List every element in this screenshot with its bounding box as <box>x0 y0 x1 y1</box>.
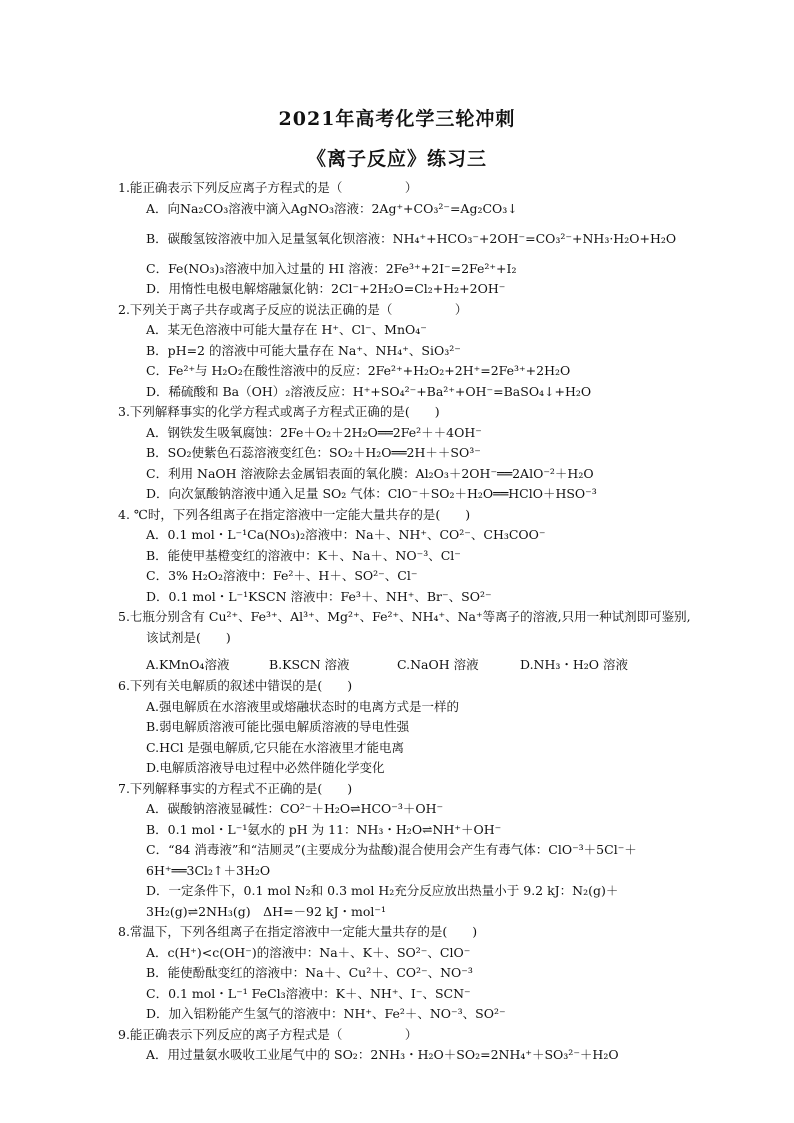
option-c: C．Fe(NO₃)₃溶液中加入过量的 HI 溶液：2Fe³⁺+2I⁻=2Fe²⁺+I₂ <box>146 260 517 276</box>
option-a: A．用过量氨水吸收工业尾气中的 SO₂：2NH₃・H₂O＋SO₂=2NH₄⁺＋SO₃²⁻＋H₂O <box>146 1047 619 1062</box>
option-c: C.HCl 是强电解质,它只能在水溶液里才能电离 <box>146 739 405 755</box>
option-b: B．碳酸氢铵溶液中加入足量氢氧化钡溶液：NH₄⁺+HCO₃⁻+2OH⁻=CO₃²⁻+NH₃·H₂O+H₂O <box>146 231 677 246</box>
question-stem: 2.下列关于离子共存或离子反应的说法正确的是（ ） <box>118 301 468 317</box>
option-b: B．0.1 mol・L⁻¹氨水的 pH 为 11：NH₃・H₂O⇌NH⁺＋OH⁻ <box>146 821 502 837</box>
option-c: C.NaOH 溶液 <box>397 657 479 672</box>
option-b: B．pH=2 的溶液中可能大量存在 Na⁺、NH₄⁺、SiO₃²⁻ <box>146 342 461 358</box>
question-stem: 1.能正确表示下列反应离子方程式的是（ ） <box>118 180 418 195</box>
question-stem: 7.下列解释事实的方程式不正确的是( ) <box>118 780 353 796</box>
question-stem: 9.能正确表示下列反应的离子方程式是（ ） <box>118 1026 418 1042</box>
option-b: B．能使甲基橙变红的溶液中：K＋、Na＋、NO⁻³、Cl⁻ <box>146 547 461 563</box>
option-c: C．Fe²⁺与 H₂O₂在酸性溶液中的反应：2Fe²⁺+H₂O₂+2H⁺=2Fe³⁺+2H₂O <box>146 363 571 378</box>
option-a: A．某无色溶液中可能大量存在 H⁺、Cl⁻、MnO₄⁻ <box>146 322 427 337</box>
option-b: B．SO₂使紫色石蕊溶液变红色：SO₂＋H₂O══2H＋＋SO³⁻ <box>146 445 481 460</box>
option-d: D．加入铝粉能产生氢气的溶液中：NH⁺、Fe²＋、NO⁻³、SO²⁻ <box>146 1006 506 1021</box>
option-b: B．能使酚酞变红的溶液中：Na＋、Cu²＋、CO²⁻、NO⁻³ <box>146 965 473 980</box>
option-a: A．碳酸钠溶液显碱性：CO²⁻＋H₂O⇌HCO⁻³＋OH⁻ <box>146 801 444 816</box>
option-b: B.弱电解质溶液可能比强电解质溶液的导电性强 <box>146 719 410 734</box>
option-d: D．0.1 mol・L⁻¹KSCN 溶液中：Fe³＋、NH⁺、Br⁻、SO²⁻ <box>146 588 492 604</box>
option-d: D．稀硫酸和 Ba（OH）₂溶液反应：H⁺+SO₄²⁻+Ba²⁺+OH⁻=BaSO₄↓+H₂O <box>146 383 592 399</box>
option-c: C．“84 消毒液”和“洁厕灵”(主要成分为盐酸)混合使用会产生有毒气体：ClO⁻³＋5Cl⁻＋ <box>146 842 637 857</box>
option-d-continued: 3H₂(g)⇌2NH₃(g) ΔH=－92 kJ・mol⁻¹ <box>146 903 387 919</box>
option-a: A.KMnO₄溶液 <box>146 657 230 672</box>
document-subtitle: 《离子反应》练习三 <box>306 148 487 170</box>
option-d: D．向次氯酸钠溶液中通入足量 SO₂ 气体：ClO⁻＋SO₂＋H₂O══HClO＋HSO⁻³ <box>146 486 597 501</box>
option-a: A．向Na₂CO₃溶液中滴入AgNO₃溶液：2Ag⁺+CO₃²⁻=Ag₂CO₃↓ <box>146 200 518 216</box>
question-stem: 5.七瓶分别含有 Cu²⁺、Fe³⁺、Al³⁺、Mg²⁺、Fe²⁺、NH₄⁺、Na⁺等离子的溶液,只用一种试剂即可鉴别, <box>118 609 691 624</box>
question-stem: 3.下列解释事实的化学方程式或离子方程式正确的是( ) <box>118 404 440 419</box>
option-b: B.KSCN 溶液 <box>269 657 350 672</box>
question-stem: 8.常温下，下列各组离子在指定溶液中一定能大量共存的是( ) <box>118 924 478 939</box>
option-d: D.电解质溶液导电过程中必然伴随化学变化 <box>146 760 385 775</box>
option-a: A．0.1 mol・L⁻¹Ca(NO₃)₂溶液中：Na＋、NH⁺、CO²⁻、CH₃COO⁻ <box>146 527 546 542</box>
option-c-continued: 6H⁺══3Cl₂↑＋3H₂O <box>146 862 271 878</box>
question-stem-continued: 该试剂是( ) <box>146 629 231 645</box>
question-list <box>118 178 718 1066</box>
question-stem: 4. ℃时，下列各组离子在指定溶液中一定能大量共存的是( ) <box>118 506 471 522</box>
option-a: A．钢铁发生吸氧腐蚀：2Fe＋O₂＋2H₂O══2Fe²＋＋4OH⁻ <box>146 424 482 440</box>
option-a: A.强电解质在水溶液里或熔融状态时的电离方式是一样的 <box>146 698 460 714</box>
option-c: C．0.1 mol・L⁻¹ FeCl₃溶液中：K＋、NH⁺、I⁻、SCN⁻ <box>146 985 471 1001</box>
option-a: A．c(H⁺)<c(OH⁻)的溶液中：Na＋、K＋、SO²⁻、ClO⁻ <box>146 944 471 960</box>
option-c: C．3% H₂O₂溶液中：Fe²＋、H＋、SO²⁻、Cl⁻ <box>146 568 418 583</box>
document-title: 2021年高考化学三轮冲刺 <box>278 108 516 130</box>
question-stem: 6.下列有关电解质的叙述中错误的是( ) <box>118 678 353 693</box>
option-d: D．一定条件下，0.1 mol N₂和 0.3 mol H₂充分反应放出热量小于 9.2 kJ：N₂(g)＋ <box>146 883 619 898</box>
option-c: C．利用 NaOH 溶液除去金属铝表面的氧化膜：Al₂O₃＋2OH⁻══2AlO⁻²＋H₂O <box>146 465 594 481</box>
option-d: D．用惰性电极电解熔融氯化钠：2Cl⁻+2H₂O=Cl₂+H₂+2OH⁻ <box>146 281 506 296</box>
option-row <box>118 654 718 676</box>
option-d: D.NH₃・H₂O 溶液 <box>520 657 629 672</box>
